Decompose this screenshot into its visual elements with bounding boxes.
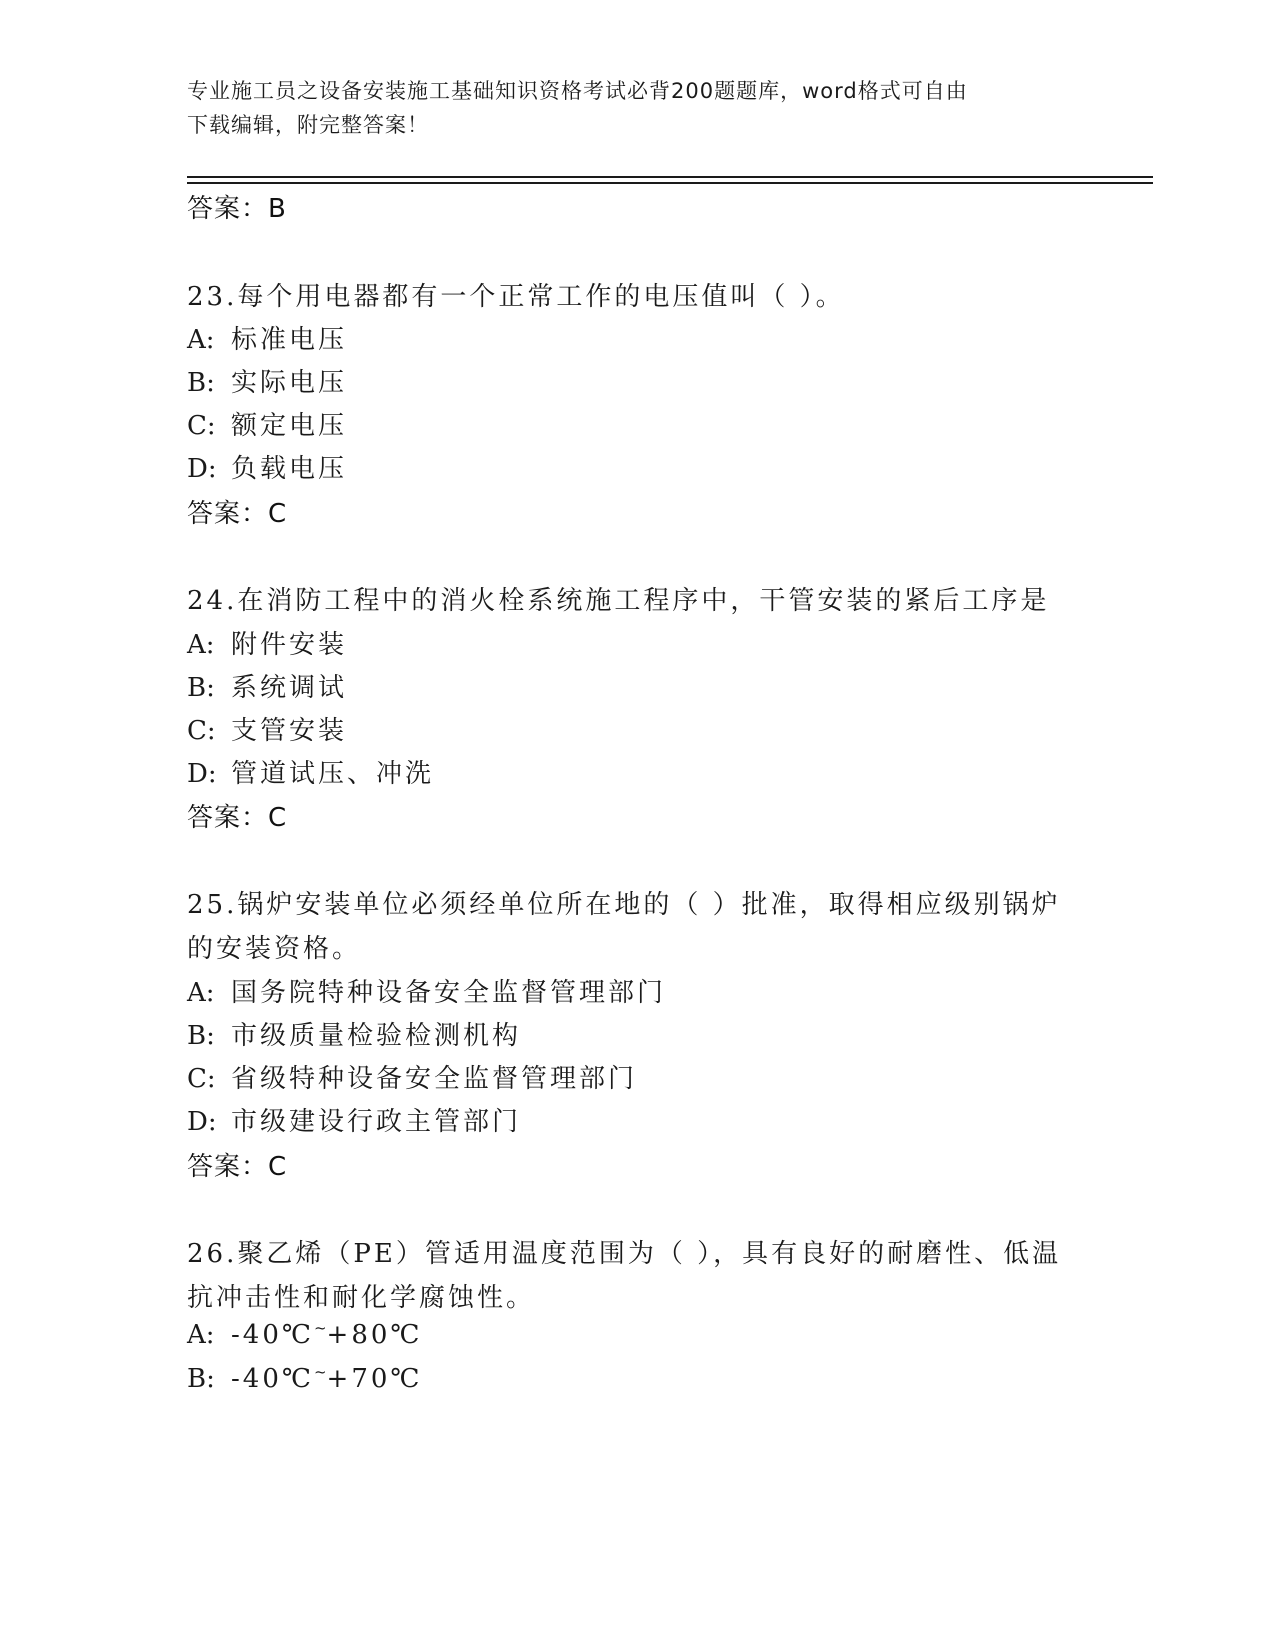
option-letter: A: bbox=[187, 1320, 215, 1350]
option-letter: B: bbox=[187, 1364, 215, 1394]
option-text: 实际电压 bbox=[231, 368, 348, 398]
question-26-option-a bbox=[187, 1320, 423, 1350]
option-letter: D: bbox=[187, 759, 217, 789]
option-letter: D: bbox=[187, 1107, 217, 1137]
option-letter: A: bbox=[187, 630, 215, 660]
header-divider-top bbox=[187, 176, 1153, 178]
option-text-pre: -40℃ bbox=[231, 1364, 314, 1394]
question-25-option-a bbox=[187, 972, 666, 1009]
question-23-stem: 23.每个用电器都有一个正常工作的电压值叫（ ）。 bbox=[187, 282, 845, 312]
previous-answer: 答案：B bbox=[187, 194, 287, 224]
question-25-option-b bbox=[187, 1015, 521, 1052]
option-text: 额定电压 bbox=[231, 411, 348, 441]
question-24-option-d bbox=[187, 753, 434, 790]
question-26-stem-line-2: 抗冲击性和耐化学腐蚀性。 bbox=[187, 1283, 536, 1313]
option-text: 标准电压 bbox=[231, 325, 348, 355]
question-25-answer: 答案：C bbox=[187, 1152, 288, 1182]
option-letter: A: bbox=[187, 325, 215, 355]
question-23-option-d bbox=[187, 448, 347, 485]
question-25-option-c bbox=[187, 1058, 637, 1095]
question-25-stem-line-2: 的安装资格。 bbox=[187, 934, 362, 964]
question-26-stem-line-1: 26.聚乙烯（PE）管适用温度范围为（ ），具有良好的耐磨性、低温 bbox=[187, 1239, 1062, 1269]
option-letter: B: bbox=[187, 673, 215, 703]
option-letter: A: bbox=[187, 978, 215, 1008]
question-25-option-d bbox=[187, 1101, 521, 1138]
option-text: 附件安装 bbox=[231, 630, 348, 660]
option-letter: B: bbox=[187, 368, 215, 398]
option-letter: C: bbox=[187, 716, 216, 746]
question-24-option-a bbox=[187, 624, 347, 661]
question-25-stem-line-1: 25.锅炉安装单位必须经单位所在地的（ ）批准，取得相应级别锅炉 bbox=[187, 890, 1061, 920]
document-header bbox=[187, 74, 1067, 142]
tilde-mark: ~ bbox=[313, 1363, 327, 1381]
question-24-option-b bbox=[187, 667, 347, 704]
option-letter: B: bbox=[187, 1021, 215, 1051]
option-text-pre: -40℃ bbox=[231, 1320, 314, 1350]
tilde-mark: ~ bbox=[313, 1319, 327, 1337]
header-line-1: 专业施工员之设备安装施工基础知识资格考试必背200题题库，word格式可自由 bbox=[187, 79, 968, 103]
option-letter: C: bbox=[187, 1064, 216, 1094]
option-letter: D: bbox=[187, 454, 217, 484]
question-24-stem: 24.在消防工程中的消火栓系统施工程序中，干管安装的紧后工序是 bbox=[187, 586, 1050, 616]
option-letter: C: bbox=[187, 411, 216, 441]
question-24-answer: 答案：C bbox=[187, 803, 288, 833]
header-line-2: 下载编辑，附完整答案！ bbox=[187, 113, 429, 137]
option-text-post: +80℃ bbox=[326, 1320, 423, 1350]
header-divider-bottom bbox=[187, 182, 1153, 184]
question-24-option-c bbox=[187, 710, 347, 747]
option-text: 支管安装 bbox=[231, 716, 348, 746]
option-text: 市级建设行政主管部门 bbox=[231, 1107, 522, 1137]
question-26-option-b bbox=[187, 1364, 423, 1394]
question-23-option-b bbox=[187, 362, 347, 399]
option-text: 国务院特种设备安全监督管理部门 bbox=[231, 978, 667, 1008]
option-text: 负载电压 bbox=[231, 454, 348, 484]
option-text: 系统调试 bbox=[231, 673, 348, 703]
question-23-option-a bbox=[187, 319, 347, 356]
option-text: 市级质量检验检测机构 bbox=[231, 1021, 522, 1051]
option-text: 省级特种设备安全监督管理部门 bbox=[231, 1064, 638, 1094]
option-text: 管道试压、冲洗 bbox=[231, 759, 435, 789]
question-23-answer: 答案：C bbox=[187, 499, 288, 529]
option-text-post: +70℃ bbox=[326, 1364, 423, 1394]
question-23-option-c bbox=[187, 405, 347, 442]
